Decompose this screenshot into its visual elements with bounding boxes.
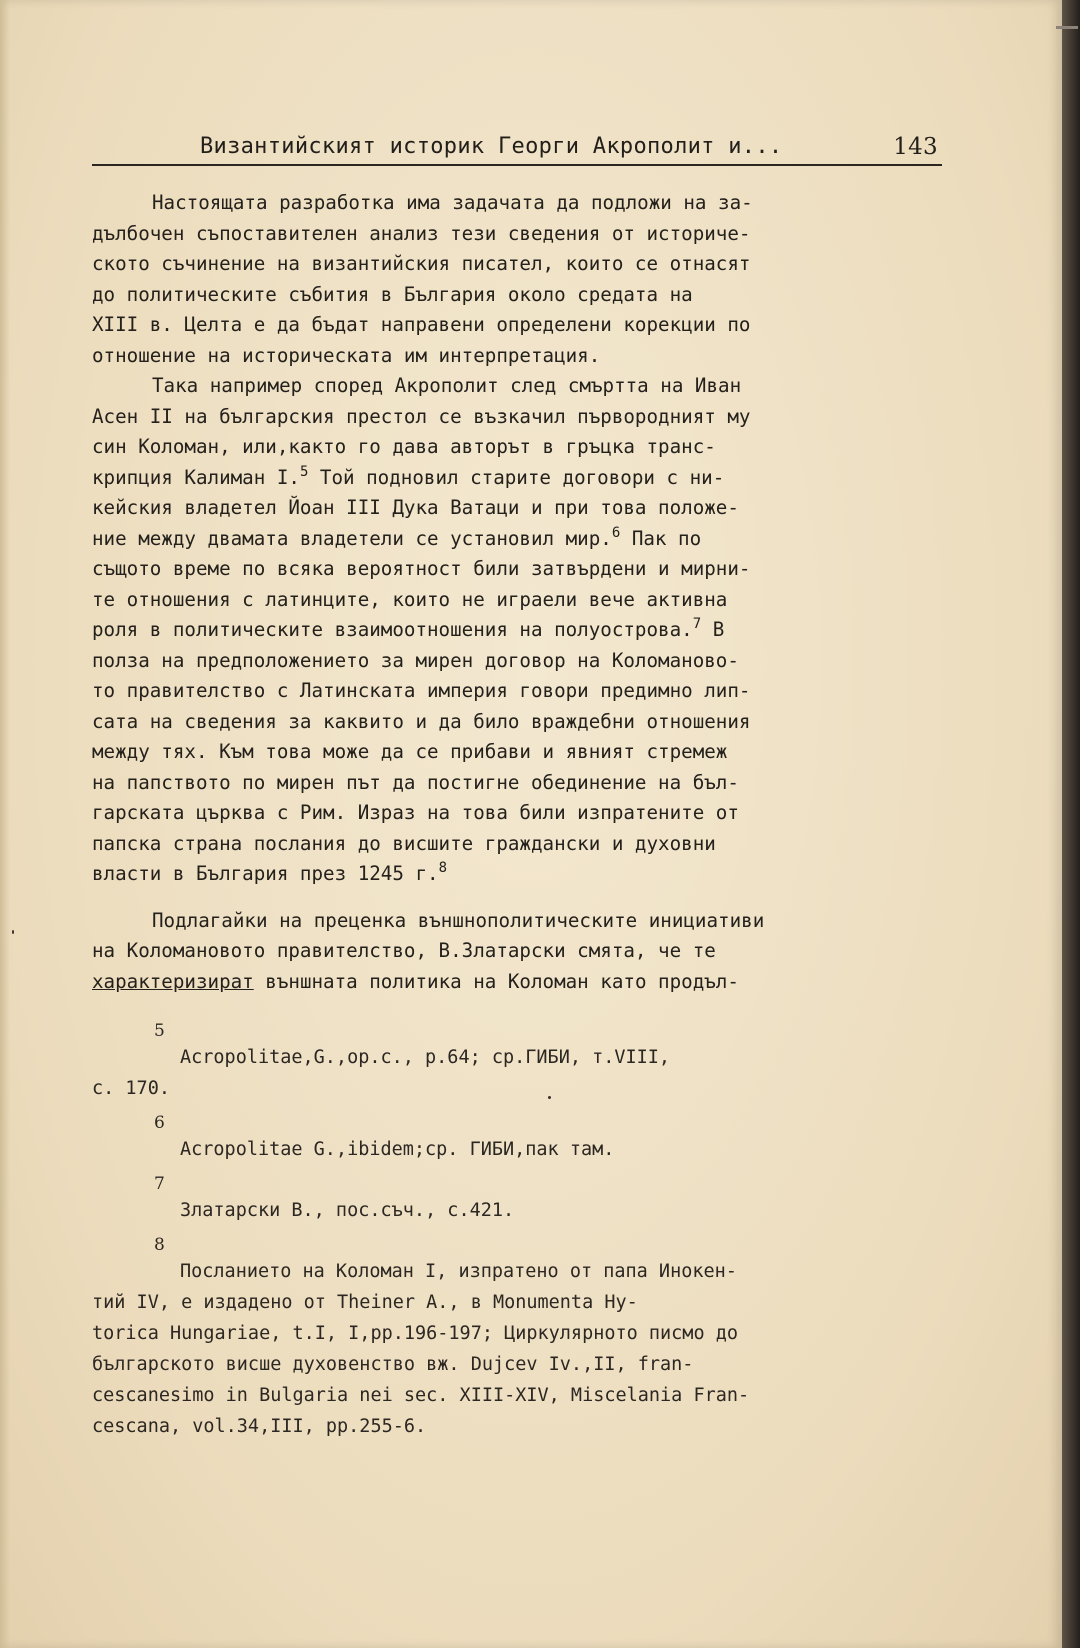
text-line: Така например според Акрополит след смъртта на Иван: [152, 374, 742, 397]
footnote-8: [92, 1234, 942, 1442]
text-line: [92, 615, 942, 646]
text-line: [92, 524, 942, 555]
text-segment: Той подновил старите договори с ни-: [308, 465, 725, 489]
footnote-number: 5: [154, 1021, 165, 1041]
text-segment: външната политика на Коломан като продъл-: [253, 969, 739, 993]
text-line: те отношения с латинците, които не играели вече активна: [92, 587, 728, 611]
text-line: между тях. Към това може да се прибави и явният стремеж: [92, 740, 728, 763]
text-line: кейския владетел Йоан III Дука Ватаци и при това положе-: [92, 496, 739, 519]
text-segment: Пак по: [620, 526, 702, 550]
footnote-number: 8: [154, 1235, 165, 1255]
footnote-gap: [92, 1165, 942, 1173]
footnote-line: Acropolitae,G.,op.c., p.64; ср.ГИБИ, т.VIII,: [180, 1047, 671, 1068]
footnote-line: cescanesimo in Bulgaria nei sec. XIII-XIV, Miscelania Fran-: [92, 1385, 750, 1406]
spine-mark: [1056, 26, 1078, 29]
paragraph-1: [92, 188, 942, 371]
main-text: [92, 188, 942, 997]
footnote-7: [92, 1173, 942, 1226]
footnote-number: 6: [154, 1113, 165, 1133]
footnote-ref-6[interactable]: 6: [611, 524, 621, 541]
text-line: на папството по мирен път да постигне обединение на бъл-: [92, 770, 739, 794]
footnote-line: Посланието на Коломан I, изпратено от папа Инокен-: [180, 1261, 737, 1282]
footnote-line: cescana, vol.34,III, pp.255-6.: [92, 1416, 427, 1437]
text-line: същото време по всяка вероятност били затвърдени и мирни-: [92, 557, 751, 580]
text-segment: власти в България през 1245 г.: [92, 862, 439, 885]
footnote-gap: [92, 1104, 942, 1112]
footnote-line: българското висше духовенство вж. Dujcev Iv.,II, fran-: [92, 1354, 694, 1375]
text-line: [92, 859, 942, 890]
text-line: отношение на историческата им интерпретация.: [92, 343, 601, 367]
text-segment: роля в политическите взаимоотношения на полуострова.: [92, 618, 693, 641]
footnote-ref-5[interactable]: 5: [299, 463, 309, 480]
ink-speck: [548, 1096, 551, 1099]
text-line: сата на сведения за каквито и да било враждебни отношения: [92, 709, 751, 733]
paragraph-3: [92, 906, 942, 998]
text-line: Настоящата разработка има задачата да подложи на за-: [152, 191, 753, 214]
text-line: [92, 967, 942, 998]
page-edge-shadow: [0, 0, 10, 1648]
text-line: до политическите събития в България около средата на: [92, 282, 693, 306]
text-line: син Коломан, или,както го дава авторът в гръцка транс-: [92, 435, 716, 458]
page-number: 143: [893, 134, 938, 160]
underlined-word: характеризират: [92, 969, 254, 993]
ink-speck: [12, 930, 14, 934]
footnote-line: torica Hungariae, t.I, I,pp.196-197; Циркулярното писмо до: [92, 1323, 739, 1344]
footnote-6: [92, 1112, 942, 1165]
footnote-gap: [92, 1226, 942, 1234]
book-spine: [1062, 0, 1080, 1648]
text-line: то правителство с Латинската империя говори предимно лип-: [92, 679, 751, 702]
footnote-5: [92, 1020, 942, 1104]
text-line: ското съчинение на византийския писател, които се отнасят: [92, 252, 751, 275]
footnotes: [92, 1020, 942, 1442]
paragraph-2: [92, 371, 942, 890]
running-title: Византийският историк Георги Акрополит и...: [200, 134, 783, 159]
footnote-ref-8[interactable]: 8: [438, 860, 447, 876]
footnote-line: Acropolitae G.,ibidem;ср. ГИБИ,пак там.: [180, 1139, 615, 1160]
text-line: на Коломановото правителство, В.Златарски смята, че те: [92, 939, 716, 962]
text-line: Асен II на българския престол се възкачил първородният му: [92, 404, 751, 428]
text-line: полза на предположението за мирен договор на Коломаново-: [92, 648, 739, 672]
text-segment: ние между двамата владетели се установил мир.: [92, 526, 612, 550]
running-header: [92, 130, 942, 166]
footnote-line: с. 170.: [92, 1078, 170, 1099]
text-segment: В: [701, 618, 725, 641]
footnote-line: тий IV, е издадено от Theiner A., в Monumenta Hy-: [92, 1292, 638, 1313]
footnote-number: 7: [154, 1174, 165, 1194]
text-line: дълбочен съпоставителен анализ тези сведения от историче-: [92, 221, 751, 245]
footnote-line: Златарски В., пос.съч., с.421.: [180, 1200, 515, 1221]
text-line: XIII в. Целта е да бъдат направени определени корекции по: [92, 313, 751, 336]
text-segment: крипция Калиман I.: [92, 465, 300, 489]
text-line: папска страна послания до висшите граждански и духовни: [92, 831, 716, 855]
paragraph-gap: [92, 890, 942, 906]
footnote-ref-7[interactable]: 7: [692, 616, 702, 632]
text-line: гарската църква с Рим. Израз на това били изпратените от: [92, 801, 739, 824]
text-line: Подлагайки на преценка външнополитическите инициативи: [152, 908, 765, 932]
text-line: [92, 463, 942, 494]
